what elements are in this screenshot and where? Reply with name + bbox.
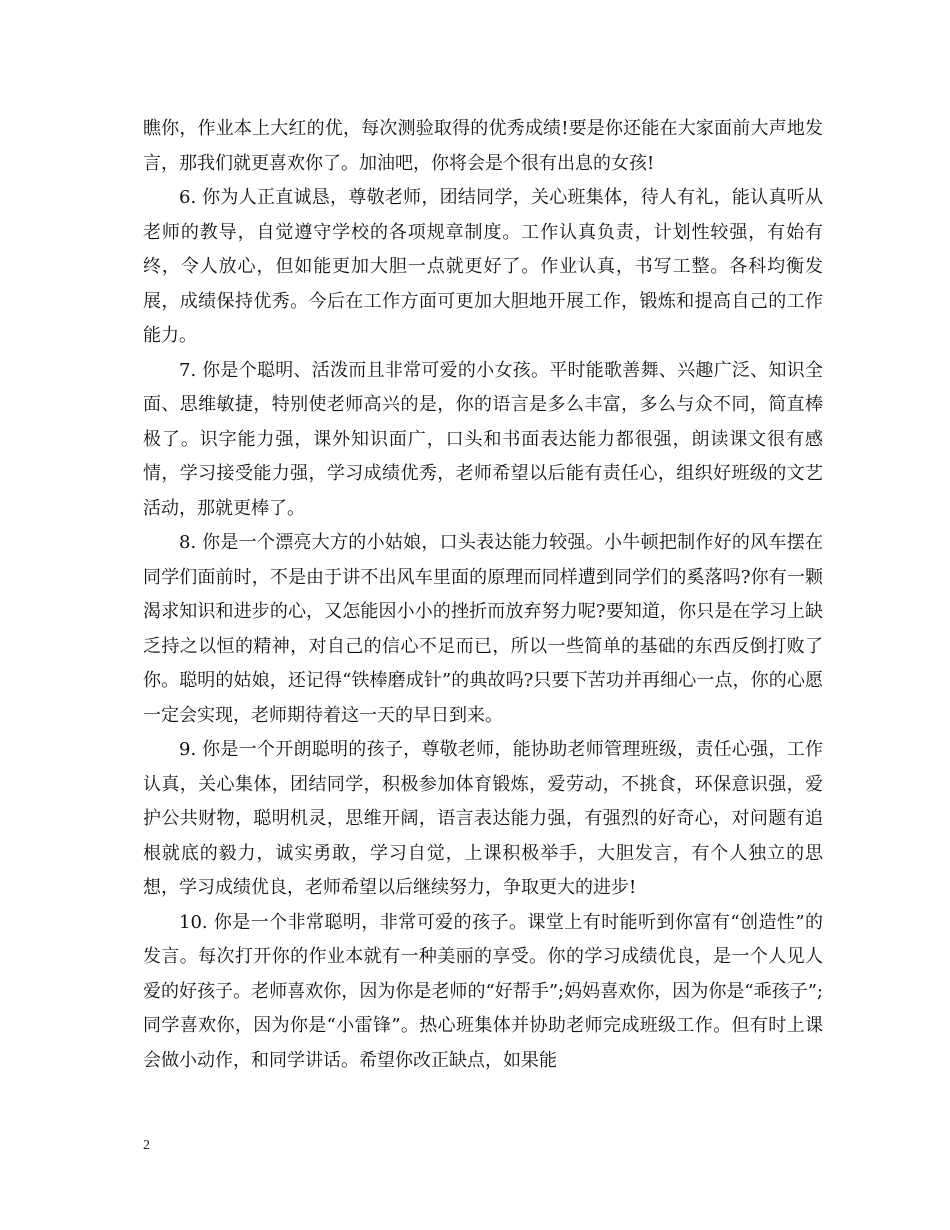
paragraph-continued: 瞧你，作业本上大红的优，每次测验取得的优秀成绩!要是你还能在大家面前大声地发言，那我们就更喜欢你了。加油吧，你将会是个很有出息的女孩!	[143, 118, 823, 174]
document-body	[143, 112, 823, 1078]
paragraph-item-7: 7. 你是个聪明、活泼而且非常可爱的小女孩。平时能歌善舞、兴趣广泛、知识全面、思维敏捷，特别使老师高兴的是，你的语言是多么丰富，多么与众不同，简直棒极了。识字能力强，课外知识面广，口头和书面表达能力都很强，朗读课文很有感情，学习接受能力强，学习成绩优秀，老师希望以后能有责任心，组织好班级的文艺活动，那就更棒了。	[143, 359, 823, 519]
page-number: 2	[143, 1138, 150, 1153]
paragraph-item-8: 8. 你是一个漂亮大方的小姑娘，口头表达能力较强。小牛顿把制作好的风车摆在同学们面前时，不是由于讲不出风车里面的原理而同样遭到同学们的奚落吗?你有一颗渴求知识和进步的心，又怎能因小小的挫折而放弃努力呢?要知道，你只是在学习上缺乏持之以恒的精神，对自己的信心不足而已，所以一些简单的基础的东西反倒打败了你。聪明的姑娘，还记得“铁棒磨成针”的典故吗?只要下苦功并再细心一点，你的心愿一定会实现，老师期待着这一天的早日到来。	[143, 532, 823, 726]
paragraph-item-6: 6. 你为人正直诚恳，尊敬老师，团结同学，关心班集体，待人有礼，能认真听从老师的教导，自觉遵守学校的各项规章制度。工作认真负责，计划性较强，有始有终，令人放心，但如能更加大胆一点就更好了。作业认真，书写工整。各科均衡发展，成绩保持优秀。今后在工作方面可更加大胆地开展工作，锻炼和提高自己的工作能力。	[143, 187, 823, 346]
paragraph-item-10: 10. 你是一个非常聪明，非常可爱的孩子。课堂上有时能听到你富有“创造性”的发言。每次打开你的作业本就有一种美丽的享受。你的学习成绩优良，是一个人见人爱的好孩子。老师喜欢你，因为你是老师的“好帮手”;妈妈喜欢你，因为你是“乖孩子”;同学喜欢你，因为你是“小雷锋”。热心班集体并协助老师完成班级工作。但有时上课会做小动作，和同学讲话。希望你改正缺点，如果能	[143, 911, 823, 1071]
paragraph-item-9: 9. 你是一个开朗聪明的孩子，尊敬老师，能协助老师管理班级，责任心强，工作认真，关心集体，团结同学，积极参加体育锻炼，爱劳动，不挑食，环保意识强，爱护公共财物，聪明机灵，思维开阔，语言表达能力强，有强烈的好奇心，对问题有追根就底的毅力，诚实勇敢，学习自觉，上课积极举手，大胆发言，有个人独立的思想，学习成绩优良，老师希望以后继续努力，争取更大的进步!	[143, 739, 823, 898]
